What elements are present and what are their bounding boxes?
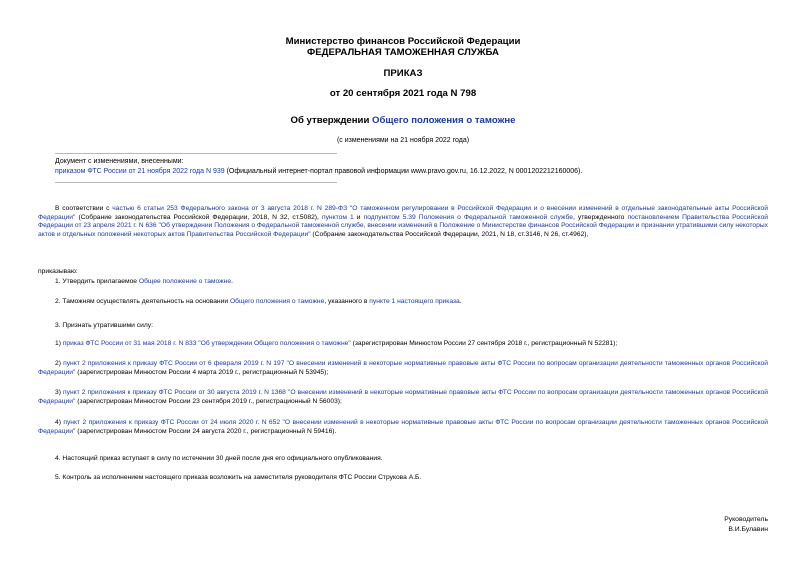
subpoint-5-39-link[interactable]: подпунктом 5.39 Положения о Федеральной таможенной службе bbox=[363, 213, 573, 221]
signatory-position: Руководитель bbox=[724, 516, 768, 523]
item-2 bbox=[38, 298, 785, 307]
item-3-4-link[interactable]: пункт 2 приложения к приказу ФТС России от 24 июля 2020 г. N 652 "О внесении изменений в некоторые нормативные правовые акты ФТС России по вопросам организации деятельности таможенных органов Российской Федерации" bbox=[38, 419, 768, 435]
preamble-text-4: , утвержденного bbox=[572, 213, 628, 221]
preamble-text-1: В соответствии с bbox=[55, 205, 113, 212]
item-2-text: 2. Таможням осуществлять деятельность на основании bbox=[55, 298, 230, 305]
signatory-name: В.И.Булавин bbox=[728, 526, 768, 533]
divider-bottom bbox=[55, 182, 337, 183]
item-2-link-point-1[interactable]: пункте 1 настоящего приказа bbox=[369, 298, 460, 305]
item-3-1-num: 1) bbox=[55, 340, 63, 347]
point-1-link[interactable]: пунктом 1 bbox=[321, 213, 354, 221]
item-1 bbox=[38, 278, 785, 287]
item-3-2-link[interactable]: пункт 2 приложения к приказу ФТС России от 6 февраля 2019 г. N 197 "О внесении изменений в некоторые нормативные правовые акты ФТС России по вопросам организации деятельности таможенных органов Российской Федерации" bbox=[38, 360, 768, 376]
preamble-text-5: (Собрание законодательства Российской Федерации, 2021, N 18, ст.3146, N 26, ст.4962), bbox=[310, 230, 589, 238]
decree-word: приказываю: bbox=[38, 268, 78, 275]
item-2-link-regulation[interactable]: Общего положения о таможне bbox=[229, 298, 325, 305]
item-5: 5. Контроль за исполнением настоящего приказа возложить на заместителя руководителя ФТС России Струкова А.Б. bbox=[55, 474, 422, 481]
order-heading: ПРИКАЗ bbox=[383, 68, 423, 79]
preamble-text-3: и bbox=[353, 213, 364, 221]
item-4: 4. Настоящий приказ вступает в силу по истечении 30 дней после дня его официального опубликования. bbox=[55, 455, 383, 462]
divider-top bbox=[55, 153, 337, 154]
item-3-2-num: 2) bbox=[55, 360, 64, 367]
item-1-link[interactable]: Общее положение о таможне bbox=[138, 278, 232, 285]
preamble-paragraph bbox=[38, 205, 768, 239]
changes-info-title: Документ с изменениями, внесенными: bbox=[55, 158, 184, 165]
amending-order-source: (Официальный интернет-портал правовой информации www.pravo.gov.ru, 16.12.2022, N 0001202212160006). bbox=[224, 168, 583, 175]
item-2-text-2: , указанного в bbox=[324, 298, 370, 305]
item-3-1 bbox=[38, 340, 785, 349]
service-name: ФЕДЕРАЛЬНАЯ ТАМОЖЕННАЯ СЛУЖБА bbox=[307, 47, 499, 58]
item-3-3 bbox=[38, 389, 768, 406]
item-3-3-tail: (зарегистрирован Минюстом России 23 сентября 2019 г., регистрационный N 56003); bbox=[75, 397, 342, 405]
item-3-3-num: 3) bbox=[55, 389, 63, 396]
item-3-2 bbox=[38, 360, 768, 377]
item-3: 3. Признать утратившими силу: bbox=[55, 322, 153, 329]
changes-info-line bbox=[55, 167, 582, 176]
item-3-4-num: 4) bbox=[55, 419, 64, 426]
order-date: от 20 сентября 2021 года N 798 bbox=[329, 88, 477, 99]
item-3-1-tail: (зарегистрирован Минюстом России 27 сентября 2018 г., регистрационный N 52281); bbox=[350, 340, 618, 347]
order-title bbox=[38, 115, 768, 126]
government-resolution-link[interactable]: постановлением Правительства Российской Федерации от 23 апреля 2021 г. N 636 "Об утверждении Положения о Федеральной таможенной службе, внесении изменений в Положение о Министерстве финансов Российской Федерации и признании утратившими силу некоторых актов и отдельных положений некоторых актов Правительства Российской Федерации" bbox=[38, 213, 769, 238]
item-3-4 bbox=[38, 419, 768, 436]
preamble-text-2: (Собрание законодательства Российской Федерации, 2018, N 32, ст.5082), bbox=[75, 213, 322, 221]
amending-order-link[interactable]: приказом ФТС России от 21 ноября 2022 года N 939 bbox=[55, 168, 225, 175]
item-3-2-tail: (зарегистрирован Минюстом России 4 марта 2019 г., регистрационный N 53945); bbox=[75, 368, 329, 376]
item-3-3-link[interactable]: пункт 2 приложения к приказу ФТС России от 30 августа 2019 г. N 1368 "О внесении изменений в некоторые нормативные правовые акты ФТС России по вопросам организации деятельности таможенных органов Российской Федерации" bbox=[38, 389, 768, 405]
item-1-text: 1. Утвердить прилагаемое bbox=[55, 278, 139, 285]
item-3-1-link[interactable]: приказ ФТС России от 31 мая 2018 г. N 833 "Об утверждении Общего положения о таможне" bbox=[62, 340, 351, 347]
item-1-tail: . bbox=[231, 278, 233, 285]
item-2-tail: . bbox=[459, 298, 462, 305]
federal-law-link[interactable]: частью 6 статьи 253 Федерального закона от 3 августа 2018 г. N 289-ФЗ "О таможенном регулировании в Российской Федерации и о внесении изменений в отдельные законодательные акты Российской Федерации" bbox=[38, 205, 768, 221]
order-title-prefix: Об утверждении bbox=[290, 115, 373, 126]
item-3-4-tail: (зарегистрирован Минюстом России 24 августа 2020 г., регистрационный N 59416). bbox=[75, 427, 337, 435]
ministry-name: Министерство финансов Российской Федерации bbox=[285, 36, 521, 47]
general-regulation-link[interactable]: Общего положения о таможне bbox=[372, 115, 516, 126]
changes-note: (с изменениями на 21 ноября 2022 года) bbox=[336, 137, 470, 144]
